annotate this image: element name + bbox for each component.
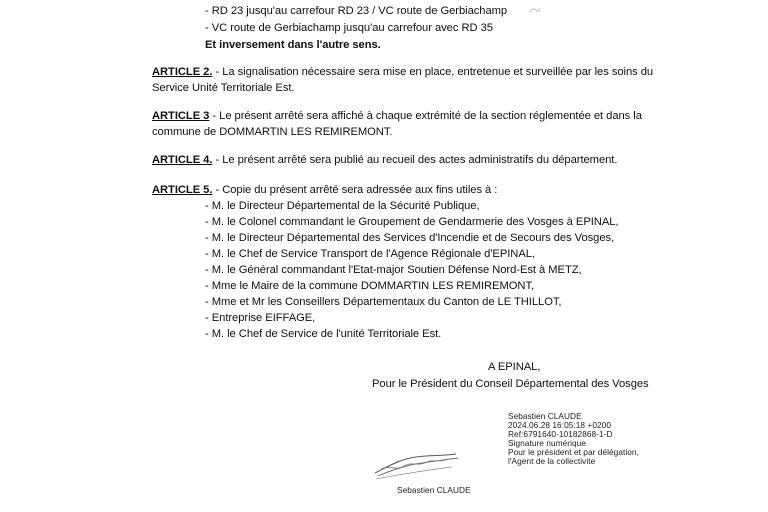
- recipient-item: - M. le Général commandant l'Etat-major Soutien Défense Nord-Est à METZ,: [205, 264, 582, 276]
- article-2-text: - La signalisation nécessaire sera mise en place, entretenue et surveillée par les soins du: [212, 66, 654, 78]
- article-2-line-2: Service Unité Territoriale Est.: [152, 82, 295, 94]
- header-line-2: - VC route de Gerbiachamp jusqu'au carrefour avec RD 35: [205, 22, 493, 34]
- header-bold-line: Et inversement dans l'autre sens.: [205, 39, 381, 51]
- closing-for-president: Pour le Président du Conseil Départemental des Vosges: [372, 378, 649, 390]
- article-4-line-1: [152, 153, 617, 167]
- recipient-item: - M. le Directeur Départemental des Services d'Incendie et de Secours des Vosges,: [205, 232, 615, 244]
- article-3-line-2: commune de DOMMARTIN LES REMIREMONT.: [152, 126, 393, 138]
- signature-caption: Sebastien CLAUDE: [397, 485, 471, 495]
- signature-type: Signature numérique: [508, 438, 586, 448]
- recipient-item: - M. le Chef de Service Transport de l'Agence Régionale d'EPINAL,: [205, 248, 535, 260]
- article-3-line-1: [152, 109, 642, 123]
- article-3-label: ARTICLE 3: [152, 110, 210, 122]
- article-5-label: ARTICLE 5.: [152, 184, 213, 196]
- recipient-item: - M. le Chef de Service de l'unité Territoriale Est.: [205, 328, 442, 340]
- signature-datetime: 2024.06.28 16:05:18 +0200: [508, 420, 611, 430]
- recipient-item: - Mme le Maire de la commune DOMMARTIN LES REMIREMONT,: [205, 280, 535, 292]
- recipient-item: - M. le Directeur Départemental de la Sécurité Publique,: [205, 200, 480, 212]
- article-5-line-1: [152, 183, 497, 197]
- handwritten-signature-icon: [372, 445, 462, 485]
- signature-ref: Ref:6791640-10182868-1-D: [508, 429, 613, 439]
- closing-place: A EPINAL,: [488, 361, 541, 373]
- article-2-line-1: [152, 65, 653, 79]
- scan-mark-icon: [528, 3, 542, 17]
- recipient-item: - Entreprise EIFFAGE,: [205, 312, 316, 324]
- article-4-text: - Le présent arrêté sera publié au recueil des actes administratifs du département.: [212, 154, 618, 166]
- article-3-text: - Le présent arrêté sera affiché à chaque extrémité de la section réglementée et dans la: [209, 110, 642, 122]
- recipient-item: - Mme et Mr les Conseillers Départementaux du Canton de LE THILLOT,: [205, 296, 562, 308]
- article-5-text: - Copie du présent arrêté sera adressée aux fins utiles à :: [212, 184, 498, 196]
- article-2-label: ARTICLE 2.: [152, 66, 213, 78]
- signature-delegation: Pour le président et par délégation,: [508, 447, 639, 457]
- recipient-item: - M. le Colonel commandant le Groupement de Gendarmerie des Vosges à EPINAL,: [205, 216, 619, 228]
- signature-role: l'Agent de la collectivite: [508, 456, 596, 466]
- header-line-1: - RD 23 jusqu'au carrefour RD 23 / VC route de Gerbiachamp: [205, 5, 508, 17]
- article-4-label: ARTICLE 4.: [152, 154, 213, 166]
- signature-name: Sebastien CLAUDE: [508, 411, 582, 421]
